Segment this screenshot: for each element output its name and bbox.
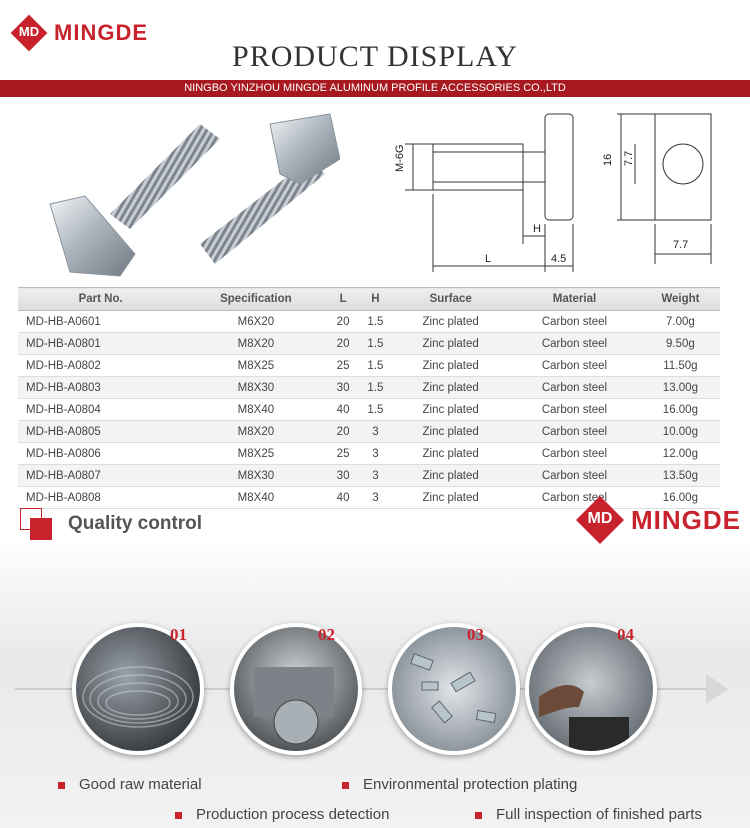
table-cell: 1.5 [358,399,394,421]
table-cell: 20 [328,421,357,443]
dim-thread: M-6G [394,144,406,172]
table-cell: 3 [358,421,394,443]
table-cell: Zinc plated [393,421,508,443]
col-l: L [328,288,357,311]
col-h: H [358,288,394,311]
table-cell: Carbon steel [508,377,641,399]
table-cell: 25 [328,443,357,465]
table-cell: MD-HB-A0601 [18,311,183,333]
table-cell: Carbon steel [508,465,641,487]
table-cell: M8X20 [183,421,328,443]
table-cell: Zinc plated [393,465,508,487]
step-2-caption [342,776,577,793]
table-cell: 3 [358,443,394,465]
table-cell: MD-HB-A0804 [18,399,183,421]
table-cell: M8X25 [183,355,328,377]
table-cell: MD-HB-A0803 [18,377,183,399]
table-cell: Carbon steel [508,311,641,333]
technical-drawing [385,104,725,284]
step-1-number: 01 [170,625,187,644]
col-part-no: Part No. [18,288,183,311]
table-cell: Carbon steel [508,355,641,377]
table-row [18,333,720,355]
t-bolt-photo [40,104,340,284]
table-cell: 11.50g [641,355,720,377]
parts-pile-image [392,627,516,751]
table-cell: Zinc plated [393,311,508,333]
col-material: Material [508,288,641,311]
process-arrow-icon [706,674,728,704]
table-cell: M8X25 [183,443,328,465]
table-cell: 10.00g [641,421,720,443]
step-2-caption-text: Environmental protection plating [363,776,578,793]
table-cell: 1.5 [358,377,394,399]
table-cell: MD-HB-A0805 [18,421,183,443]
table-cell: 1.5 [358,333,394,355]
table-cell: 16.00g [641,399,720,421]
table-cell: M8X30 [183,377,328,399]
step-2-number: 02 [318,625,335,644]
table-cell: M8X30 [183,465,328,487]
step-4-caption [475,806,702,823]
table-cell: 1.5 [358,311,394,333]
table-cell: 3 [358,487,394,509]
table-cell: Carbon steel [508,399,641,421]
col-specification: Specification [183,288,328,311]
table-cell: 30 [328,465,357,487]
table-cell: M6X20 [183,311,328,333]
page-title: PRODUCT DISPLAY [232,40,518,73]
table-row [18,443,720,465]
dim-h: H [533,223,541,235]
step-3-caption [175,806,389,823]
step-3-number: 03 [467,625,484,644]
table-cell: Zinc plated [393,399,508,421]
table-cell: Carbon steel [508,333,641,355]
step-3-photo [388,623,520,755]
step-1-caption-text: Good raw material [79,776,202,793]
inspection-hands-image [529,627,653,751]
table-cell: 30 [328,377,357,399]
table-cell: 40 [328,399,357,421]
bullet-icon [175,812,182,819]
brand-logo-secondary [575,495,741,545]
table-row [18,465,720,487]
table-cell: 1.5 [358,355,394,377]
table-cell: M8X40 [183,487,328,509]
logo-diamond-icon [575,495,625,545]
table-cell: 16.00g [641,487,720,509]
table-cell: 7.00g [641,311,720,333]
table-cell: 9.50g [641,333,720,355]
table-cell: 20 [328,333,357,355]
t-bolt-left [50,124,220,276]
table-row [18,311,720,333]
table-row [18,355,720,377]
table-cell: 40 [328,487,357,509]
table-cell: MD-HB-A0808 [18,487,183,509]
step-4-caption-text: Full inspection of finished parts [496,806,702,823]
plating-machine-image [234,627,358,751]
col-surface: Surface [393,288,508,311]
table-cell: MD-HB-A0806 [18,443,183,465]
logo-name: MINGDE [631,504,741,535]
table-header-row [18,288,720,311]
table-cell: M8X40 [183,399,328,421]
table-cell: 25 [328,355,357,377]
dim-l: L [485,253,492,265]
quality-squares-icon [20,508,52,540]
company-banner: NINGBO YINZHOU MINGDE ALUMINUM PROFILE ACCESSORIES CO.,LTD [0,80,750,97]
logo-name: MINGDE [54,20,148,45]
bullet-icon [342,782,349,789]
table-cell: Zinc plated [393,443,508,465]
table-row [18,421,720,443]
table-cell: 13.50g [641,465,720,487]
dim-4-5: 4.5 [551,253,567,265]
spec-table [18,287,720,509]
dim-7-7-h: 7.7 [673,239,689,251]
table-cell: 3 [358,465,394,487]
table-cell: 12.00g [641,443,720,465]
table-cell: MD-HB-A0807 [18,465,183,487]
step-3-caption-text: Production process detection [196,806,390,823]
table-cell: 20 [328,311,357,333]
table-cell: Carbon steel [508,421,641,443]
table-cell: Zinc plated [393,333,508,355]
table-cell: Zinc plated [393,487,508,509]
table-cell: Carbon steel [508,487,641,509]
table-cell: MD-HB-A0801 [18,333,183,355]
table-cell: Zinc plated [393,377,508,399]
t-bolt-right [200,114,340,264]
table-cell: Carbon steel [508,443,641,465]
quality-title: Quality control [68,513,203,534]
logo-mark: MD [587,510,613,527]
bullet-icon [58,782,65,789]
table-cell: M8X20 [183,333,328,355]
bullet-icon [475,812,482,819]
step-1-caption [58,776,202,793]
table-cell: 13.00g [641,377,720,399]
table-cell: Zinc plated [393,355,508,377]
table-row [18,377,720,399]
logo-mark: MD [18,24,40,39]
col-weight: Weight [641,288,720,311]
table-row [18,399,720,421]
dim-7-7-v: 7.7 [623,150,635,166]
table-cell: MD-HB-A0802 [18,355,183,377]
step-4-number: 04 [617,625,634,644]
dim-16: 16 [602,153,614,166]
wire-coil-image [76,627,200,751]
